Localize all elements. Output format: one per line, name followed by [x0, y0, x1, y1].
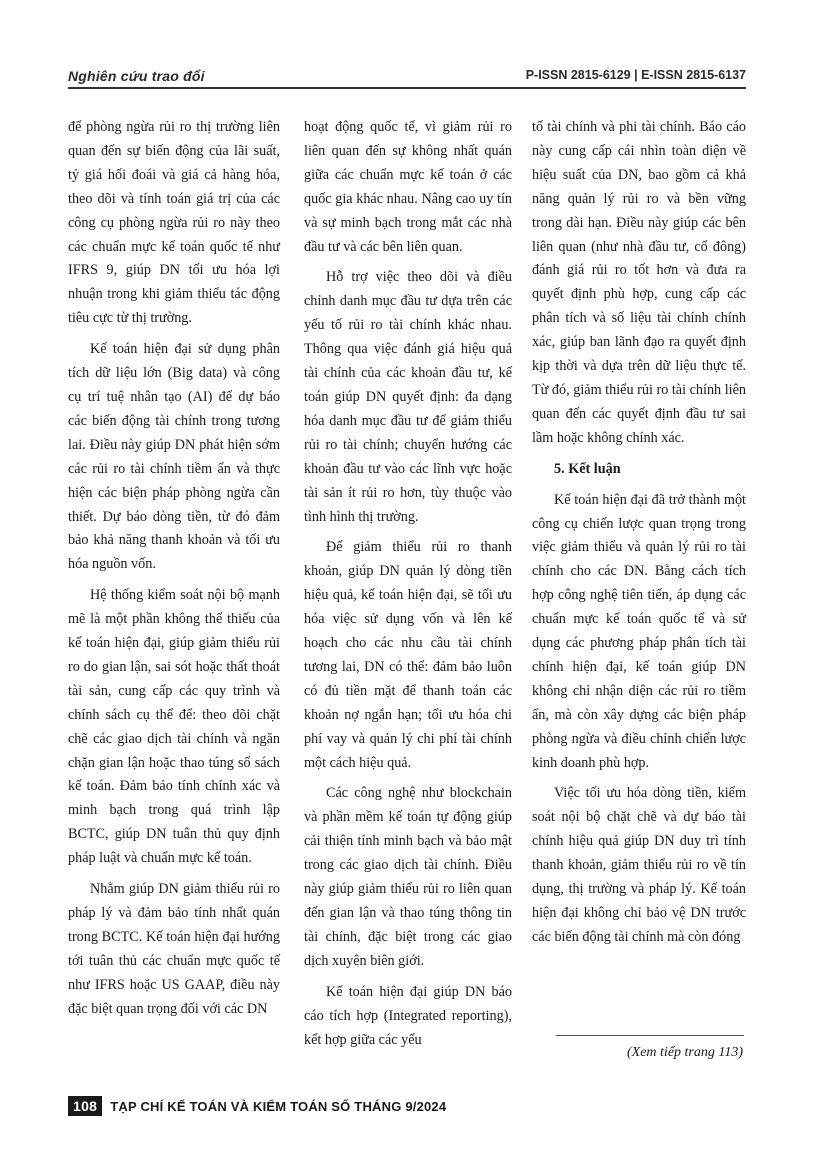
paragraph: Kế toán hiện đại giúp DN báo cáo tích hợp (Integrated reporting), kết hợp giữa các yếu — [304, 983, 512, 1048]
paragraph: Việc tối ưu hóa dòng tiền, kiểm soát nội bộ chặt chẽ và dự báo tài chính hiệu quả giúp DN duy trì tính thanh khoản, giảm thiểu rủi ro về tín dụng, thị trường và pháp lý. Kế toán hiện đại không chỉ bảo vệ DN trước các biến động tài chính mà còn đóng — [532, 785, 746, 945]
paragraph: Kế toán hiện đại đã trở thành một công cụ chiến lược quan trọng trong việc giảm thiểu và quản lý rủi ro tài chính cho các DN. Bằng cách tích hợp công nghệ tiên tiến, áp dụng các chuẩn mực kế toán quốc tế và sử dụng các phương pháp phân tích tài chính hiện đại, kế toán giúp DN không chỉ nhận diện các rủi ro tiềm ẩn, mà còn xây dựng các biện pháp phòng ngừa và điều chỉnh chiến lược kinh doanh phù hợp. — [532, 491, 746, 771]
paragraph: Kế toán hiện đại sử dụng phân tích dữ liệu lớn (Big data) và công cụ trí tuệ nhân tạo (AI) để dự báo các biến động tài chính trong tương lai. Điều này giúp DN phát hiện sớm các rủi ro tài chính tiềm ẩn và thực hiện các biện pháp phòng ngừa cần thiết. Dự báo dòng tiền, từ đó đảm bảo khả năng thanh khoản và tối ưu hóa nguồn vốn. — [68, 341, 280, 573]
section-label: Nghiên cứu trao đổi — [68, 68, 205, 84]
continuation-divider — [556, 1035, 744, 1036]
text-column-2 — [304, 116, 512, 1059]
continued-note: (Xem tiếp trang 113) — [627, 1045, 743, 1060]
paragraph: Nhằm giúp DN giảm thiểu rủi ro pháp lý và đảm bảo tính nhất quán trong BCTC. Kế toán hiện đại hướng tới tuân thủ các chuẩn mực quốc tế như IFRS hoặc US GAAP, điều này đặc biệt quan trọng đối với các DN — [68, 881, 280, 1017]
paragraph: tố tài chính và phi tài chính. Báo cáo này cung cấp cái nhìn toàn diện về hiệu suất của DN, bao gồm cả khả năng quản lý rủi ro và bền vững trong dài hạn. Điều này giúp các bên liên quan (như nhà đầu tư, cổ đông) đánh giá rủi ro tốt hơn và đưa ra quyết định phù hợp, cung cấp các phân tích và số liệu tài chính chính xác, giúp ban lãnh đạo ra quyết định kịp thời và dựa trên dữ liệu thực tế. Từ đó, giảm thiểu rủi ro tài chính liên quan đến các quyết định đầu tư sai lầm hoặc không chính xác. — [532, 119, 746, 446]
paragraph: để phòng ngừa rủi ro thị trường liên quan đến sự biến động của lãi suất, tỷ giá hối đoái và giá cả hàng hóa, theo dõi và tính toán giá trị của các công cụ phòng ngừa rủi ro này theo các chuẩn mực kế toán quốc tế như IFRS 9, giúp DN tối ưu hóa lợi nhuận trong khi giảm thiểu tác động tiêu cực từ thị trường. — [68, 119, 280, 327]
paragraph: Hệ thống kiểm soát nội bộ mạnh mẽ là một phần không thể thiếu của kế toán hiện đại, giúp giảm thiểu rủi ro do gian lận, sai sót hoặc thất thoát tài sản, cung cấp các quy trình và chính sách cụ thể để: theo dõi chặt chẽ các giao dịch tài chính và ngăn chặn gian lận hoặc thao túng sổ sách kế toán. Đảm bảo tính chính xác và minh bạch trong quá trình lập BCTC, giúp DN tuân thủ quy định pháp luật và chuẩn mực kế toán. — [68, 587, 280, 867]
paragraph: Để giảm thiểu rủi ro thanh khoản, giúp DN quản lý dòng tiền hiệu quả, kế toán hiện đại, sẽ tối ưu hóa việc sử dụng vốn và lên kế hoạch cho các nhu cầu tài chính tương lai, DN có thể: đảm bảo luôn có đủ tiền mặt để thanh toán các khoản nợ ngắn hạn; tối ưu hóa chi phí vay và quản lý chi phí tài chính một cách hiệu quả. — [304, 539, 512, 771]
journal-title: TẠP CHÍ KẾ TOÁN VÀ KIỂM TOÁN SỐ THÁNG 9/2024 — [110, 1098, 447, 1114]
paragraph: hoạt động quốc tế, vì giảm rủi ro liên quan đến sự không nhất quán giữa các chuẩn mực kế toán ở các quốc gia khác nhau. Nâng cao uy tín và sự minh bạch trong mắt các nhà đầu tư và các bên liên quan. — [304, 119, 512, 255]
issn-label: P-ISSN 2815-6129 | E-ISSN 2815-6137 — [525, 68, 746, 82]
header-divider — [68, 87, 746, 89]
text-column-3 — [532, 116, 746, 957]
section-heading: 5. Kết luận — [554, 460, 621, 477]
paragraph: Các công nghệ như blockchain và phần mềm kế toán tự động giúp cải thiện tính minh bạch và bảo mật trong các giao dịch tài chính. Điều này giúp giảm thiểu rủi ro liên quan đến gian lận và thao túng thông tin tài chính, đặc biệt trong các giao dịch xuyên biên giới. — [304, 785, 512, 969]
paragraph: Hỗ trợ việc theo dõi và điều chỉnh danh mục đầu tư dựa trên các yếu tố rủi ro tài chính khác nhau. Thông qua việc đánh giá hiệu quả tài chính của các khoản đầu tư, kế toán giúp DN quyết định: đa dạng hóa danh mục đầu tư để giảm thiểu rủi ro tài chính; chuyển hướng các khoản đầu tư vào các lĩnh vực hoặc tài sản ít rủi ro hơn, tùy thuộc vào tình hình thị trường. — [304, 269, 512, 525]
page-footer — [68, 1095, 446, 1117]
text-column-1 — [68, 116, 280, 1029]
page-number: 108 — [68, 1096, 102, 1116]
page-header — [68, 66, 746, 88]
